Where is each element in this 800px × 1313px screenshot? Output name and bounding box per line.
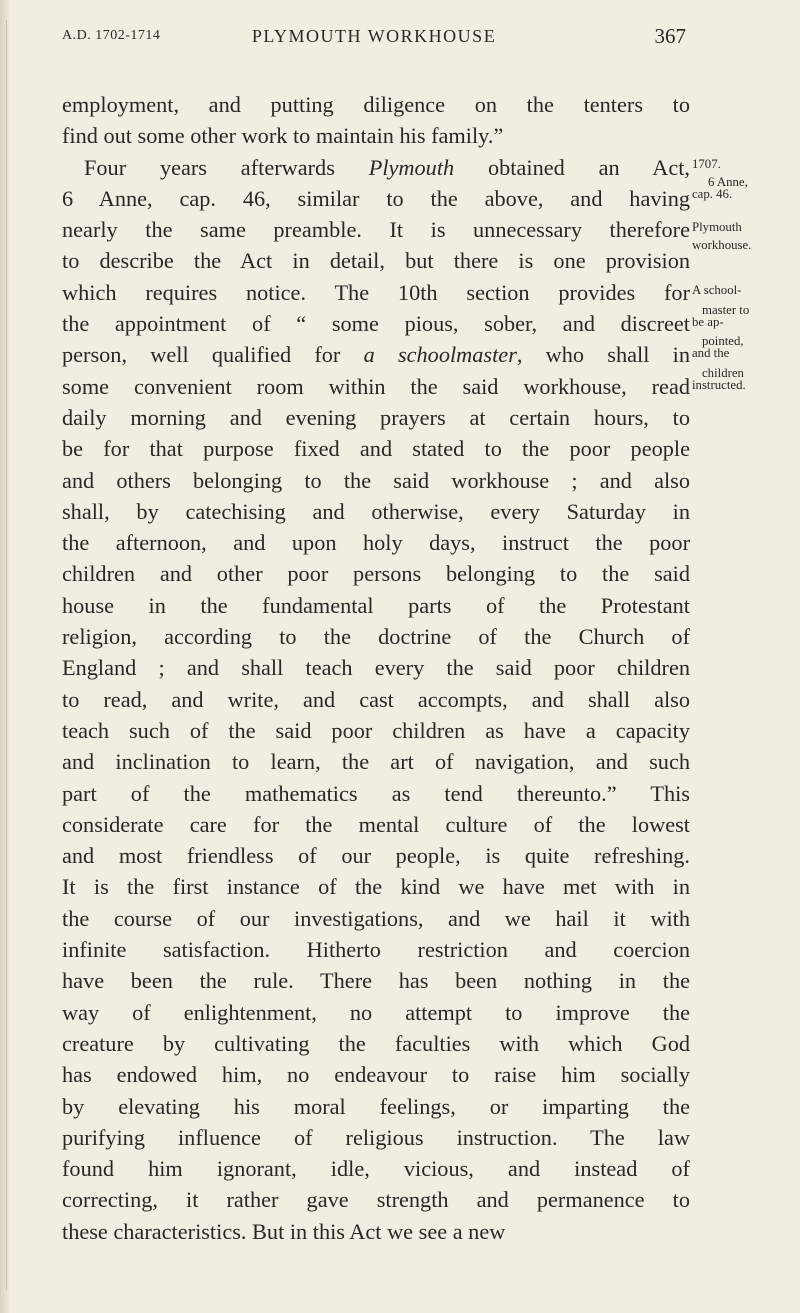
- running-header: [62, 20, 686, 50]
- page-binding-line: [6, 20, 7, 1290]
- text-line: house in the fundamental parts of the Protestant: [62, 592, 690, 618]
- page-binding-edge: [0, 0, 10, 1313]
- text-line: to read, and write, and cast accompts, and shall also: [62, 686, 690, 712]
- text-line: teach such of the said poor children as have a capacity: [62, 717, 690, 743]
- text-line: shall, by catechising and otherwise, every Saturday in: [62, 498, 690, 524]
- text-line: have been the rule. There has been nothing in the: [62, 968, 690, 994]
- italic-place-name: Plymouth: [368, 154, 455, 180]
- margin-note-statute: cap. 46.: [692, 187, 733, 201]
- text-line: has endowed him, no endeavour to raise him socially: [62, 1062, 690, 1088]
- text-line: by elevating his moral feelings, or imparting the: [62, 1093, 690, 1119]
- text-line: the afternoon, and upon holy days, instruct the poor: [62, 530, 690, 556]
- page-number: 367: [654, 24, 686, 48]
- margin-note-statute: 6 Anne,: [708, 175, 748, 189]
- italic-term: a schoolmaster: [363, 342, 517, 368]
- text-line: employment, and putting diligence on the tenters to: [62, 92, 690, 117]
- text-line: the course of our investigations, and we hail it with: [62, 905, 690, 931]
- text-line: daily morning and evening prayers at certain hours, to: [62, 404, 690, 430]
- text-line: religion, according to the doctrine of the Church of: [62, 624, 690, 650]
- body-text: [62, 89, 690, 1247]
- header-date-range: A.D. 1702-1714: [62, 28, 161, 43]
- text-line: the appointment of “ some pious, sober, and discreet: [62, 311, 690, 337]
- text-line: and others belonging to the said workhouse ; and also: [62, 467, 690, 493]
- margin-note-topic: be ap-: [692, 315, 724, 329]
- header-title: PLYMOUTH WORKHOUSE: [251, 26, 497, 46]
- text-line: find out some other work to maintain his family.”: [62, 123, 504, 149]
- text-line: nearly the same preamble. It is unnecessary therefore: [62, 217, 690, 243]
- text-line: and most friendless of our people, is quite refreshing.: [62, 843, 690, 869]
- text-line: creature by cultivating the faculties with which God: [62, 1030, 690, 1056]
- margin-note-topic: pointed,: [702, 334, 744, 348]
- text-run: , who shall in: [516, 342, 690, 368]
- margin-note-topic: Plymouth: [692, 220, 742, 234]
- text-line: these characteristics. But in this Act we see a new: [62, 1218, 506, 1244]
- margin-note-topic: instructed.: [692, 378, 746, 392]
- text-run: Four years afterwards: [84, 154, 369, 180]
- text-line: It is the first instance of the kind we have met with in: [62, 874, 690, 900]
- text-line: to describe the Act in detail, but there is one provision: [62, 248, 690, 274]
- text-line: be for that purpose fixed and stated to the poor people: [62, 436, 690, 462]
- text-line: and inclination to learn, the art of navigation, and such: [62, 749, 690, 775]
- margin-note-topic: workhouse.: [692, 238, 752, 252]
- text-line: children and other poor persons belonging to the said: [62, 561, 690, 587]
- margin-note-year: 1707.: [692, 157, 721, 171]
- text-line: which requires notice. The 10th section provides for: [62, 279, 690, 305]
- margin-note-topic: master to: [702, 303, 750, 317]
- text-line: purifying influence of religious instruction. The law: [62, 1124, 690, 1150]
- text-line: 6 Anne, cap. 46, similar to the above, and having: [62, 185, 690, 211]
- text-run: obtained an Act,: [454, 154, 690, 180]
- text-line: considerate care for the mental culture of the lowest: [62, 811, 690, 837]
- text-line: [62, 339, 690, 370]
- margin-note-topic: and the: [692, 346, 730, 360]
- text-run: person, well qualified for: [62, 342, 364, 368]
- text-line: correcting, it rather gave strength and permanence to: [62, 1187, 690, 1213]
- text-line: [62, 152, 690, 183]
- text-line: found him ignorant, idle, vicious, and instead of: [62, 1156, 690, 1182]
- text-line: infinite satisfaction. Hitherto restriction and coercion: [62, 937, 690, 963]
- text-line: part of the mathematics as tend thereunto.” This: [62, 780, 690, 806]
- text-line: England ; and shall teach every the said poor children: [62, 655, 690, 681]
- margin-note-topic: children: [702, 366, 744, 380]
- margin-note-topic: A school-: [692, 283, 742, 297]
- text-line: way of enlightenment, no attempt to improve the: [62, 999, 690, 1025]
- text-line: some convenient room within the said workhouse, read: [62, 373, 690, 399]
